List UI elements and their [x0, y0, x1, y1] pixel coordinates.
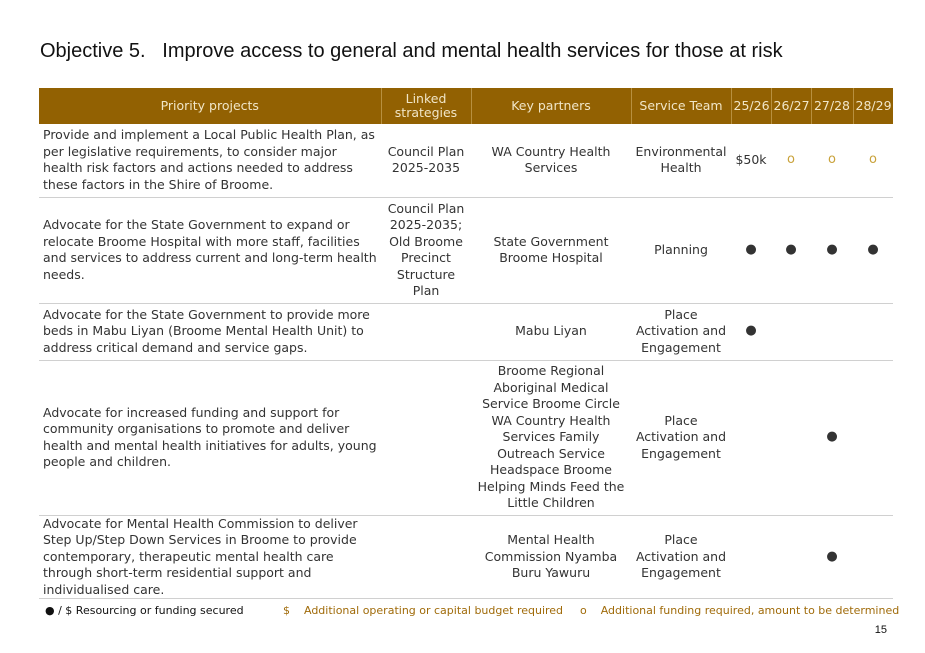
year-2728-cell: ● [811, 197, 853, 303]
project-cell: Advocate for the State Government to expand or relocate Broome Hospital with more staff, facilities and services to address current and long-term health needs. [39, 197, 381, 303]
priority-projects-table [39, 88, 893, 599]
table-row [39, 303, 893, 360]
legend-additional-budget: $ Additional operating or capital budget required [283, 604, 564, 617]
project-cell: Advocate for Mental Health Commission to deliver Step Up/Step Down Services in Broome to provide contemporary, therapeutic mental health care through short-term residential support and individualised care. [39, 515, 381, 599]
table-row [39, 197, 893, 303]
table-row [39, 360, 893, 515]
page-title: Objective 5. Improve access to general and mental health services for those at risk [40, 40, 783, 62]
team-cell: Planning [631, 197, 731, 303]
strategies-cell [381, 303, 471, 360]
year-2728-cell: ● [811, 360, 853, 515]
table-row [39, 124, 893, 197]
team-cell: Place Activation and Engagement [631, 515, 731, 599]
strategies-cell [381, 515, 471, 599]
year-2627-cell: ● [771, 197, 811, 303]
year-2627-cell: o [771, 124, 811, 197]
header-linked-strategies: Linked strategies [381, 88, 471, 124]
year-2829-cell: o [853, 124, 893, 197]
year-2627-cell [771, 515, 811, 599]
team-cell: Place Activation and Engagement [631, 360, 731, 515]
header-year-2728: 27/28 [811, 88, 853, 124]
table-row [39, 515, 893, 599]
year-2829-cell [853, 303, 893, 360]
year-2829-cell [853, 360, 893, 515]
header-year-2627: 26/27 [771, 88, 811, 124]
page-number: 15 [874, 624, 887, 636]
partners-cell: State Government Broome Hospital [471, 197, 631, 303]
strategies-cell [381, 360, 471, 515]
year-2728-cell [811, 303, 853, 360]
year-2526-cell: $50k [731, 124, 771, 197]
strategies-cell: Council Plan 2025-2035 [381, 124, 471, 197]
year-2627-cell [771, 360, 811, 515]
team-cell: Place Activation and Engagement [631, 303, 731, 360]
year-2526-cell: ● [731, 197, 771, 303]
year-2526-cell: ● [731, 303, 771, 360]
team-cell: Environmental Health [631, 124, 731, 197]
project-cell: Provide and implement a Local Public Health Plan, as per legislative requirements, to consider major health risk factors and actions needed to address these factors in the Shire of Broome. [39, 124, 381, 197]
project-cell: Advocate for increased funding and support for community organisations to promote and deliver health and mental health initiatives for adults, young people and children. [39, 360, 381, 515]
year-2728-cell: ● [811, 515, 853, 599]
year-2829-cell: ● [853, 197, 893, 303]
year-2627-cell [771, 303, 811, 360]
year-2526-cell [731, 360, 771, 515]
partners-cell: Broome Regional Aboriginal Medical Service Broome Circle WA Country Health Services Family Outreach Service Headspace Broome Helping Minds Feed the Little Children [471, 360, 631, 515]
header-year-2829: 28/29 [853, 88, 893, 124]
year-2829-cell [853, 515, 893, 599]
header-key-partners: Key partners [471, 88, 631, 124]
header-service-team: Service Team [631, 88, 731, 124]
partners-cell: Mental Health Commission Nyamba Buru Yawuru [471, 515, 631, 599]
partners-cell: WA Country Health Services [471, 124, 631, 197]
project-cell: Advocate for the State Government to provide more beds in Mabu Liyan (Broome Mental Health Unit) to address critical demand and service gaps. [39, 303, 381, 360]
partners-cell: Mabu Liyan [471, 303, 631, 360]
year-2728-cell: o [811, 124, 853, 197]
strategies-cell: Council Plan 2025-2035; Old Broome Precinct Structure Plan [381, 197, 471, 303]
legend [45, 604, 905, 622]
table-header-row [39, 88, 893, 124]
year-2526-cell [731, 515, 771, 599]
legend-secured: ● / $ Resourcing or funding secured [45, 604, 244, 617]
header-priority-projects: Priority projects [39, 88, 381, 124]
legend-funding-tbd: o Additional funding required, amount to be determined [580, 604, 900, 617]
header-year-2526: 25/26 [731, 88, 771, 124]
